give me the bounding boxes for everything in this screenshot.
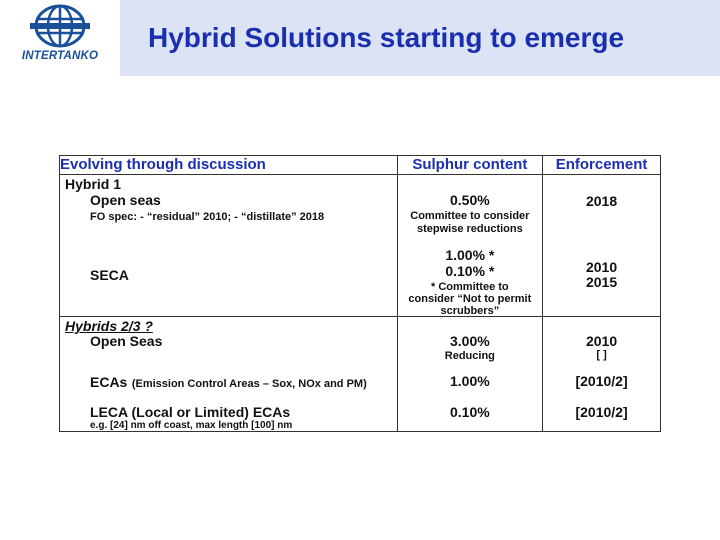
seca-sulphur: 0.10% * (445, 263, 495, 279)
open-seas-enforcement: 2018 (585, 193, 618, 209)
enforcement-note: [ ] (596, 349, 607, 361)
ecas-enforcement: [2010/2] (575, 373, 628, 389)
leca-sulphur: 0.10% (450, 404, 490, 420)
seca-note: * Committee to (431, 281, 509, 293)
hybrid1-enforcement-cell (543, 175, 661, 317)
seca-enforcement: 2015 (585, 274, 618, 290)
sulphur-note: Committee to consider (410, 210, 530, 222)
column-header: Evolving through discussion (60, 156, 398, 175)
leca-enforcement: [2010/2] (575, 404, 628, 420)
hybrids23-heading: Hybrids 2/3 ? (65, 318, 153, 334)
globe-logo-icon (24, 4, 96, 48)
table-row-hybrids23 (60, 317, 661, 432)
column-header: Enforcement (543, 156, 661, 175)
open-seas-label: Open Seas (90, 333, 163, 349)
sulphur-note: Reducing (444, 350, 495, 362)
ecas-label-line (90, 374, 367, 392)
hybrid1-heading: Hybrid 1 (65, 176, 122, 192)
seca-label: SECA (90, 267, 129, 283)
hybrids23-sulphur-cell (397, 317, 543, 432)
column-header: Sulphur content (397, 156, 543, 175)
hybrids23-description-cell (60, 317, 398, 432)
logo (0, 0, 120, 76)
seca-note: scrubbers” (440, 305, 500, 317)
hybrid-solutions-table (59, 155, 661, 432)
hybrid1-sulphur-cell (397, 175, 543, 317)
logo-text: INTERTANKO (21, 50, 99, 62)
leca-label: LECA (Local or Limited) ECAs (90, 404, 291, 420)
hybrid1-description-cell (60, 175, 398, 317)
ecas-sulphur: 1.00% (450, 373, 490, 389)
hybrids23-enforcement-cell (543, 317, 661, 432)
open-seas-sulphur: 3.00% (450, 333, 490, 349)
leca-note: e.g. [24] nm off coast, max length [100] nm (90, 420, 293, 431)
table-header-row (60, 156, 661, 175)
seca-sulphur: 1.00% * (445, 247, 495, 263)
open-seas-sulphur: 0.50% (450, 192, 490, 208)
ecas-label-note: (Emission Control Areas – Sox, NOx and PM) (131, 378, 367, 390)
sulphur-note: stepwise reductions (416, 223, 523, 235)
open-seas-label: Open seas (90, 192, 161, 208)
seca-note: consider “Not to permit (408, 293, 532, 305)
ecas-label: ECAs (90, 374, 128, 390)
fo-spec-note: FO spec: - “residual” 2010; - “distillate” 2018 (90, 211, 325, 223)
table-row-hybrid1 (60, 175, 661, 317)
open-seas-enforcement: 2010 (585, 333, 618, 349)
page-title: Hybrid Solutions starting to emerge (148, 22, 625, 53)
seca-enforcement: 2010 (585, 259, 618, 275)
